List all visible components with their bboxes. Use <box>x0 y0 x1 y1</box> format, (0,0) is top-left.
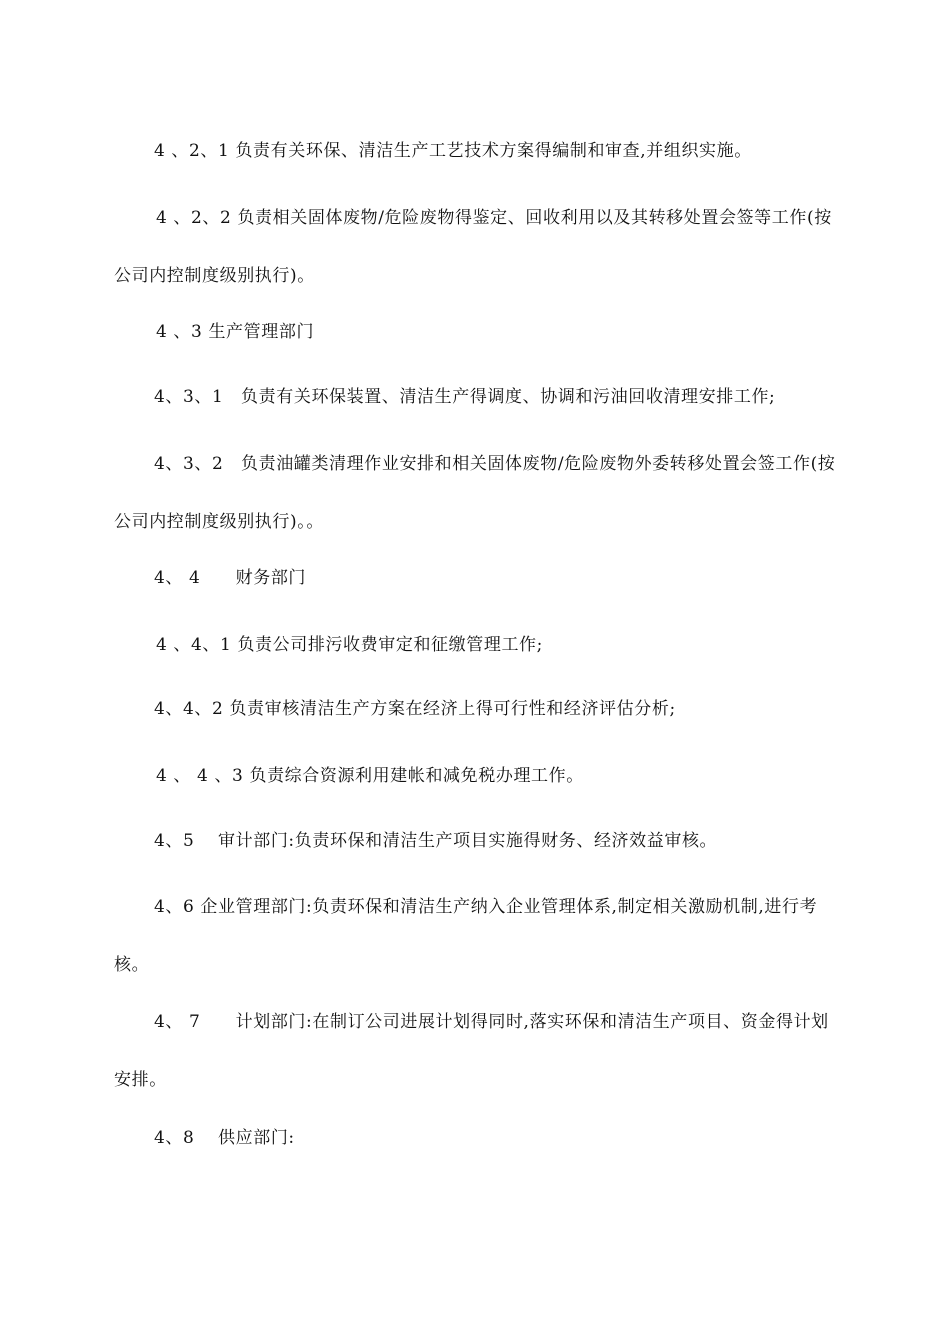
heading-4-7: 4、 7 计划部门:在制订公司进展计划得同时,落实环保和清洁生产项目、资金得计划安排。 <box>114 1012 829 1090</box>
paragraph-4-3-2: 4、3、2 负责油罐类清理作业安排和相关固体废物/危险废物外委转移处置会签工作(按公司内控制度级别执行)。。 <box>114 454 836 532</box>
paragraph-4-2-2: 4 、2、2 负责相关固体废物/危险废物得鉴定、回收利用以及其转移处置会签等工作(按公司内控制度级别执行)。 <box>114 208 832 286</box>
heading-4-3: 4 、3 生产管理部门 <box>156 322 315 342</box>
heading-4-4: 4、 4 财务部门 <box>154 568 307 588</box>
paragraph-4-3-1: 4、3、1 负责有关环保装置、清洁生产得调度、协调和污油回收清理安排工作; <box>154 387 776 407</box>
heading-4-8: 4、8 供应部门: <box>154 1128 295 1148</box>
paragraph-4-4-3: 4 、 4 、3 负责综合资源利用建帐和减免税办理工作。 <box>156 766 584 786</box>
heading-4-5: 4、5 审计部门:负责环保和清洁生产项目实施得财务、经济效益审核。 <box>154 831 718 851</box>
paragraph-4-4-2: 4、4、2 负责审核清洁生产方案在经济上得可行性和经济评估分析; <box>154 699 676 719</box>
paragraph-4-4-1: 4 、4、1 负责公司排污收费审定和征缴管理工作; <box>156 635 543 655</box>
heading-4-6: 4、6 企业管理部门:负责环保和清洁生产纳入企业管理体系,制定相关激励机制,进行考核。 <box>114 897 818 975</box>
paragraph-4-2-1: 4 、2、1 负责有关环保、清洁生产工艺技术方案得编制和审查,并组织实施。 <box>154 141 752 161</box>
